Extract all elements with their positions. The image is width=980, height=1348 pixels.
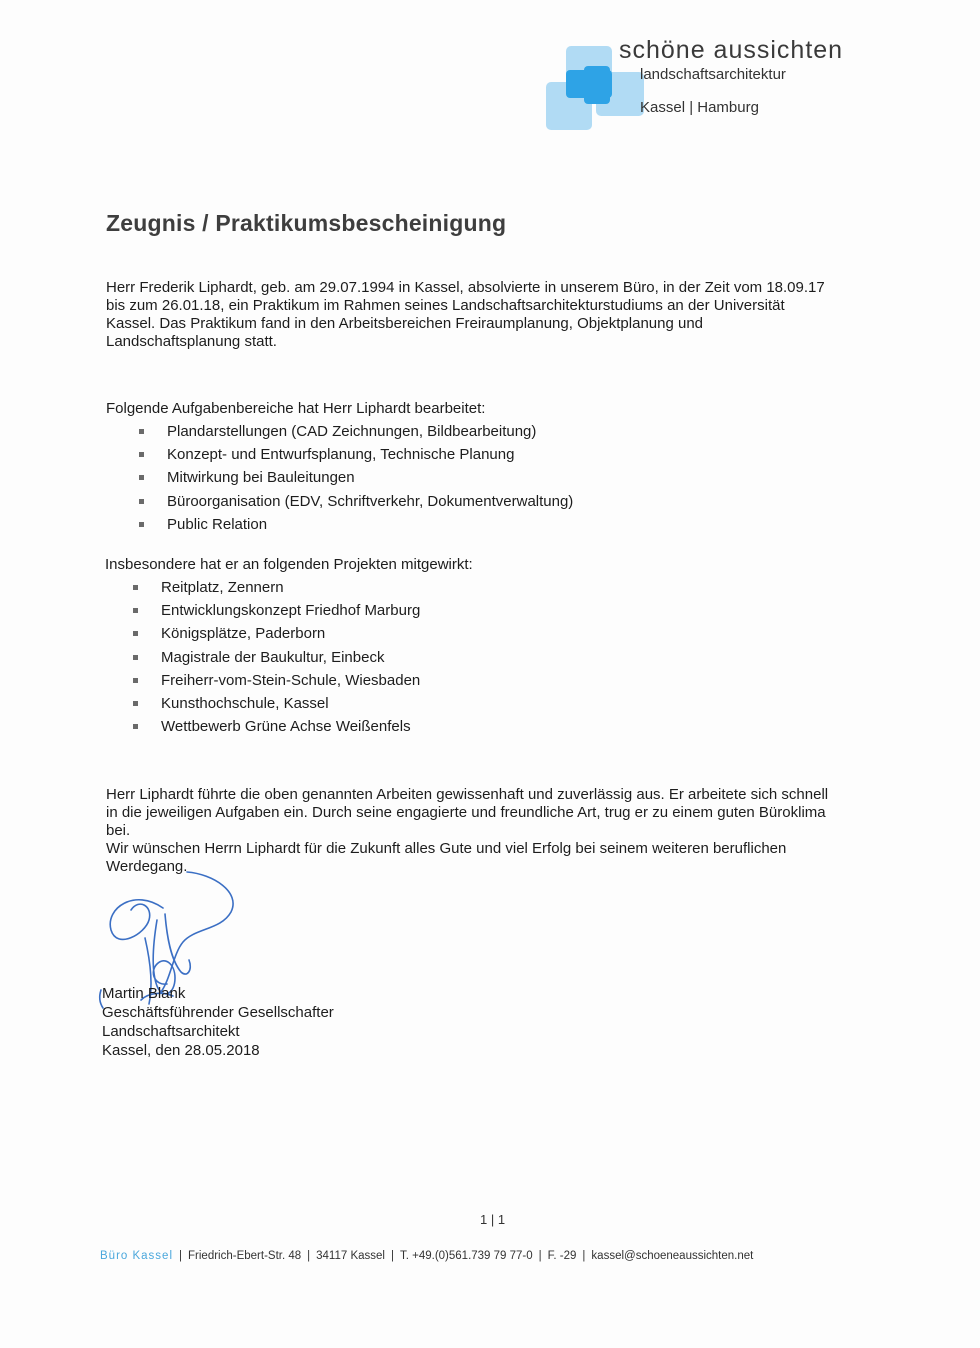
bullet-icon <box>139 499 144 504</box>
footer-email[interactable]: kassel@schoeneaussichten.net <box>591 1250 754 1262</box>
list-item <box>161 576 420 599</box>
signer-name: Martin Blank <box>102 985 186 1002</box>
footer-fax: F. -29 <box>547 1250 577 1262</box>
task-label: Public Relation <box>167 515 268 533</box>
closing-line: Herr Liphardt führte die oben genannten Arbeiten gewissenhaft und zuverlässig aus. Er arbeitete sich schnell <box>106 786 829 803</box>
projects-intro: Insbesondere hat er an folgenden Projekten mitgewirkt: <box>105 556 473 573</box>
signer-profession: Landschaftsarchitekt <box>102 1023 240 1040</box>
intro-paragraph <box>106 279 886 351</box>
footer-street: Friedrich-Ebert-Str. 48 <box>188 1250 302 1262</box>
list-item <box>167 466 573 489</box>
list-item <box>161 646 420 669</box>
bullet-icon <box>133 585 138 590</box>
closing-paragraph <box>106 786 886 876</box>
intro-line: bis zum 26.01.18, ein Praktikum im Rahmen seines Landschaftsarchitekturstudiums an der Universität <box>106 297 785 314</box>
task-label: Büroorganisation (EDV, Schriftverkehr, Dokumentverwaltung) <box>167 492 574 510</box>
list-item <box>161 669 420 692</box>
bullet-icon <box>139 429 144 434</box>
footer-phone: T. +49.(0)561.739 79 77-0 <box>399 1250 533 1262</box>
bullet-icon <box>133 724 138 729</box>
intro-line: Kassel. Das Praktikum fand in den Arbeitsbereichen Freiraumplanung, Objektplanung und <box>106 315 704 332</box>
list-item <box>161 599 420 622</box>
bullet-icon <box>139 475 144 480</box>
closing-line: Werdegang. <box>106 858 188 875</box>
closing-line: Wir wünschen Herrn Liphardt für die Zukunft alles Gute und viel Erfolg bei seinem weiteren beruflichen <box>106 840 787 857</box>
bullet-icon <box>139 452 144 457</box>
project-label: Königsplätze, Paderborn <box>161 625 326 643</box>
list-item <box>161 692 420 715</box>
closing-line: bei. <box>106 822 131 839</box>
place-date: Kassel, den 28.05.2018 <box>102 1042 260 1059</box>
project-label: Magistrale der Baukultur, Einbeck <box>161 648 385 666</box>
list-item <box>167 490 573 513</box>
list-item <box>167 513 573 536</box>
footer-city: 34117 Kassel <box>316 1250 385 1262</box>
bullet-icon <box>133 631 138 636</box>
page-number: 1 | 1 <box>480 1212 506 1227</box>
project-label: Reitplatz, Zennern <box>161 579 284 596</box>
intro-line: Landschaftsplanung statt. <box>106 333 277 350</box>
signature-block <box>102 984 334 1060</box>
closing-line: in die jeweiligen Aufgaben ein. Durch seine engagierte und freundliche Art, trug er zu einem guten Büroklima <box>106 804 826 821</box>
intro-line: Herr Frederik Liphardt, geb. am 29.07.1994 in Kassel, absolvierte in unserem Büro, in der Zeit vom 18.09.17 <box>106 279 825 296</box>
brand-subtitle: landschaftsarchitektur <box>640 66 786 83</box>
task-label: Konzept- und Entwurfsplanung, Technische Planung <box>167 446 515 464</box>
brand-locations: Kassel | Hamburg <box>640 99 759 116</box>
task-label: Plandarstellungen (CAD Zeichnungen, Bildbearbeitung) <box>167 423 537 440</box>
footer-office: Büro Kassel <box>100 1250 174 1262</box>
footer: Büro Kassel | Friedrich-Ebert-Str. 48 | 34117 Kassel | T. +49.(0)561.739 79 77-0 | F. -29 | kassel@schoeneaussichten.net <box>100 1250 754 1262</box>
bullet-icon <box>133 608 138 613</box>
tasks-intro: Folgende Aufgabenbereiche hat Herr Liphardt bearbeitet: <box>106 400 486 417</box>
project-label: Wettbewerb Grüne Achse Weißenfels <box>161 718 411 736</box>
bullet-icon <box>133 678 138 683</box>
task-label: Mitwirkung bei Bauleitungen <box>167 469 355 487</box>
document-title: Zeugnis / Praktikumsbescheinigung <box>106 210 507 236</box>
project-label: Freiherr-vom-Stein-Schule, Wiesbaden <box>161 671 421 689</box>
brand-name: schöne aussichten <box>619 36 844 64</box>
list-item <box>161 622 420 645</box>
list-item <box>167 420 573 443</box>
bullet-icon <box>133 701 138 706</box>
project-label: Entwicklungskonzept Friedhof Marburg <box>161 602 421 620</box>
signer-role: Geschäftsführender Gesellschafter <box>102 1004 334 1021</box>
list-item <box>167 443 573 466</box>
project-label: Kunsthochschule, Kassel <box>161 694 329 712</box>
projects-list <box>161 576 420 738</box>
list-item <box>161 715 420 738</box>
tasks-list <box>167 420 573 536</box>
bullet-icon <box>133 655 138 660</box>
bullet-icon <box>139 522 144 527</box>
